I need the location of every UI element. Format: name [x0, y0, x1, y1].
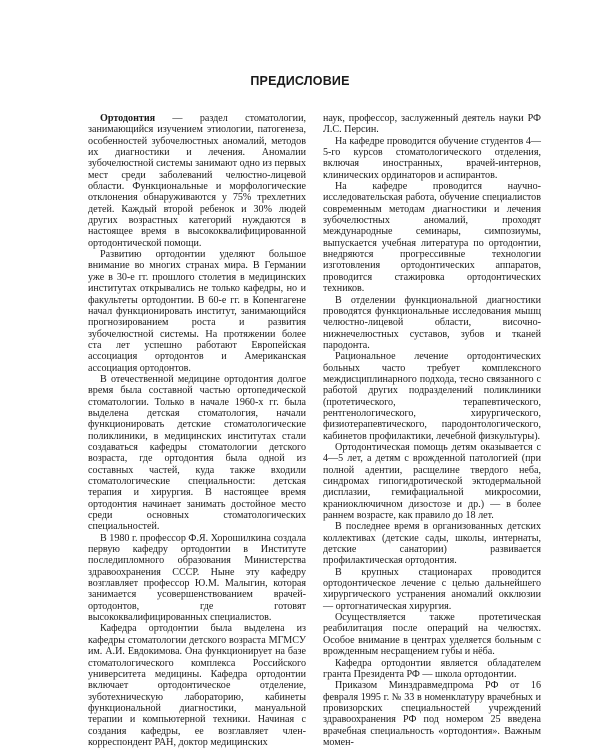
- paragraph: На кафедре проводится обучение студентов 4—5-го курсов стоматологического отделения, включая иностранных, врачей-интернов, клинических ординаторов и аспирантов.: [323, 135, 541, 181]
- paragraph: Ортодонтическая помощь детям оказывается с 4—5 лет, а детям с врожденной патологией (при полной адентии, расщелине твердого неба, синдромах гипогидротической эктодермальной дисплазии, гемифациальной микросомии, краниоключичном дизостозе и др.) — в более раннем возрасте, как правило до 18 лет.: [323, 441, 541, 522]
- paragraph-text: — раздел стоматологии, занимающийся изучением этиологии, патогенеза, особенностей зубочелюстных аномалий, методов их диагностики и лечения. Аномалии зубочелюстной системы занимают одно из первых мест среди заболеваний челюстно-лицевой области. Функциональные и морфологические отклонения обнаруживаются у 75% трехлетних детей. Каждый второй ребенок и 30% людей других возрастных категорий нуждаются в настоящее время в высококвалифицированной ортодонтической помощи.: [88, 113, 306, 249]
- paragraph: наук, профессор, заслуженный деятель науки РФ Л.С. Персин.: [323, 113, 541, 136]
- paragraph: Кафедра ортодонтии является обладателем гранта Президента РФ — школа ортодонтии.: [323, 657, 541, 680]
- paragraph: Кафедра ортодонтии была выделена из кафедры стоматологии детского возраста МГМСУ им. А.И. Евдокимова. Она функционирует на базе стоматологического комплекса Российского университета медицины. Кафедра ортодонтии включает ортодонтическое отделение, зуботехническую лабораторию, кабинеты функциональной диагностики, мануальной терапии и компьютерной техники. Начиная с создания кафедры, ее возглавляет член-корреспондент РАН, доктор медицинских: [88, 623, 306, 748]
- right-column: [323, 113, 541, 748]
- paragraph: Рациональное лечение ортодонтических больных часто требует комплексного междисциплинарного подхода, тесно связанного с работой других подразделений поликлиники (протетического, терапевтического, рентгенологического, хирургического, физиотерапевтического, пародонтологического, кабинетов профилактики, лечебной физкультуры).: [323, 351, 541, 442]
- paragraph: На кафедре проводится научно-исследовательская работа, обучение специалистов современным методам диагностики и лечения зубочелюстных аномалий, проходят международные семинары, симпозиумы, выпускается учебная литература по ортодонтии, внедряются прогрессивные технологии изготовления ортодонтических аппаратов, проводится стажировка ортодонтических техников.: [323, 181, 541, 295]
- paragraph: Осуществляется также протетическая реабилитация после операций на челюстях. Особое внимание в центрах уделяется больным с врожденным несращением губы и нёба.: [323, 612, 541, 658]
- paragraph: В 1980 г. профессор Ф.Я. Хорошилкина создала первую кафедру ортодонтии в Институте последипломного образования Министерства здравоохранения СССР. Ныне эту кафедру возглавляет профессор Ю.М. Малыгин, которая занимается усовершенствованием врачей-ортодонтов, где готовят высококвалифицированных специалистов.: [88, 532, 306, 624]
- page-title: ПРЕДИСЛОВИЕ: [250, 74, 350, 88]
- term-ortodontiya: Ортодонтия: [100, 113, 156, 124]
- paragraph: Развитию ортодонтии уделяют большое внимание во многих странах мира. В Германии уже в 30-е гг. прошлого столетия в медицинских институтах открывались не только кафедры, но и факультеты ортодонтии. В 60-е гг. в Копенгагене начал функционировать институт, занимающийся прогнозированием роста и развития зубочелюстной системы. На протяжении более ста лет успешно работают Европейская ассоциация ортодонтов и Американская ассоциация ортодонтов.: [88, 249, 306, 374]
- paragraph: В отечественной медицине ортодонтия долгое время была составной частью ортопедической стоматологии. Только в начале 1960-х гг. была выделена детская стоматология, начали функционировать детские стоматологические поликлиники, в медицинских институтах стали создаваться кафедры стоматологии детского возраста, где ортодонтия была одной из составных частей, куда также входили стоматологические специальности: детская терапия и хирургия. В настоящее время ортодонтия начинает занимать достойное место среди основных стоматологических специальностей.: [88, 373, 306, 533]
- paragraph: В крупных стационарах проводится ортодонтическое лечение с целью дальнейшего хирургического устранения аномалий окклюзии — ортогнатическая хирургия.: [323, 566, 541, 612]
- paragraph: Приказом Минздравмедпрома РФ от 16 февраля 1995 г. № 33 в номенклатуру врачебных и провизорских специальностей учреждений здравоохранения РФ под номером 25 введена врачебная специальность «ортодонтия». Важным момен-: [323, 680, 541, 748]
- left-column: [88, 113, 306, 748]
- paragraph: [88, 113, 306, 249]
- paragraph: В отделении функциональной диагностики проводятся функциональные исследования мышц челюстно-лицевой области, височно-нижнечелюстных суставов, зубов и тканей пародонта.: [323, 294, 541, 351]
- paragraph: В последнее время в организованных детских коллективах (детские сады, школы, интернаты, детские санатории) развивается профилактическая ортодонтия.: [323, 521, 541, 567]
